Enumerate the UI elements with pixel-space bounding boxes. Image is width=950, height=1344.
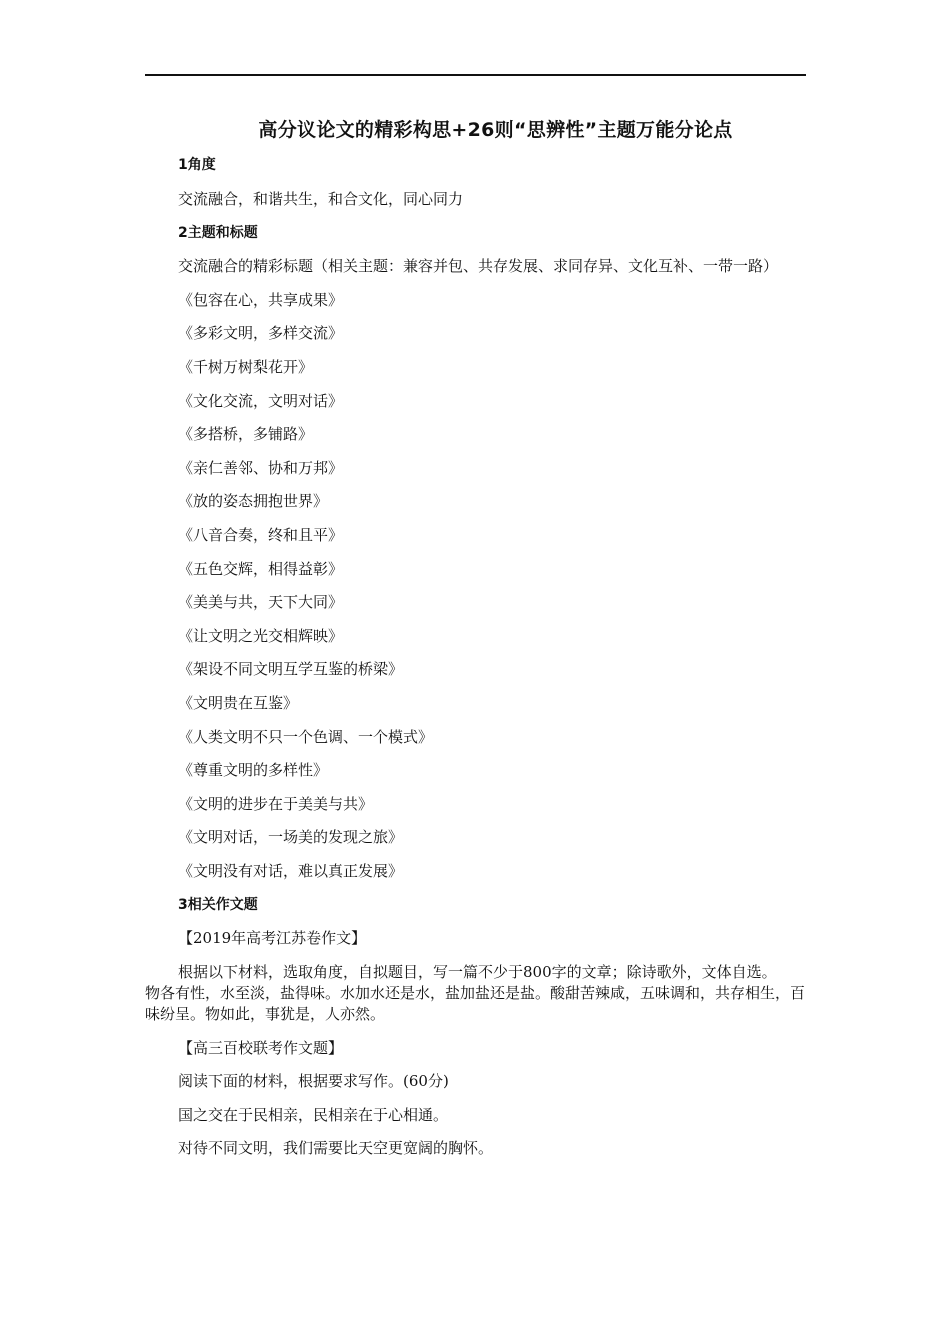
title-item: 《文化交流，文明对话》 [178, 391, 344, 410]
title-list [145, 290, 806, 882]
title-item: 《让文明之光交相辉映》 [178, 626, 344, 645]
prompt2-line: 国之交在于民相亲，民相亲在于心相通。 [178, 1105, 449, 1124]
angle-text: 交流融合，和谐共生，和合文化，同心同力 [178, 189, 464, 208]
document-title: 高分议论文的精彩构思+26则“思辨性”主题万能分论点 [258, 119, 733, 141]
section-heading-themes: 2主题和标题 [178, 224, 258, 241]
section-heading-prompts: 3相关作文题 [178, 896, 258, 913]
prompt2-label: 【高三百校联考作文题】 [178, 1038, 344, 1057]
title-item: 《架设不同文明互学互鉴的桥梁》 [178, 660, 404, 679]
title-item: 《多彩文明，多样交流》 [178, 324, 344, 343]
title-item: 《文明对话，一场美的发现之旅》 [178, 828, 404, 847]
title-item: 《美美与共，天下大同》 [178, 593, 344, 612]
title-item: 《尊重文明的多样性》 [178, 761, 329, 780]
section-heading-angle: 1角度 [178, 157, 216, 173]
document-body [145, 118, 806, 1159]
title-item: 《文明贵在互鉴》 [178, 693, 299, 712]
prompt1-label: 【2019年高考江苏卷作文】 [178, 929, 367, 948]
prompt2-instruction: 阅读下面的材料，根据要求写作。(60分) [178, 1072, 449, 1091]
prompt2-line: 对待不同文明，我们需要比天空更宽阔的胸怀。 [178, 1139, 494, 1158]
prompt1-material: 物各有性，水至淡，盐得味。水加水还是水，盐加盐还是盐。酸甜苦辣咸，五味调和，共存相生，百味纷呈。物如此，事犹是，人亦然。 [145, 984, 806, 1024]
title-item: 《文明的进步在于美美与共》 [178, 794, 374, 813]
title-item: 《千树万树梨花开》 [178, 357, 314, 376]
header-rule [145, 74, 806, 76]
title-item: 《放的姿态拥抱世界》 [178, 492, 329, 511]
title-item: 《亲仁善邻、协和万邦》 [178, 458, 344, 477]
themes-intro: 交流融合的精彩标题（相关主题：兼容并包、共存发展、求同存异、文化互补、一带一路） [178, 257, 779, 276]
title-item: 《八音合奏，终和且平》 [178, 525, 344, 544]
title-item: 《五色交辉，相得益彰》 [178, 559, 344, 578]
title-item: 《包容在心，共享成果》 [178, 290, 344, 309]
title-item: 《文明没有对话，难以真正发展》 [178, 861, 404, 880]
title-item: 《多搭桥，多铺路》 [178, 425, 314, 444]
prompt1-instruction: 根据以下材料，选取角度，自拟题目，写一篇不少于800字的文章；除诗歌外，文体自选。 [178, 963, 777, 982]
title-item: 《人类文明不只一个色调、一个模式》 [178, 727, 434, 746]
